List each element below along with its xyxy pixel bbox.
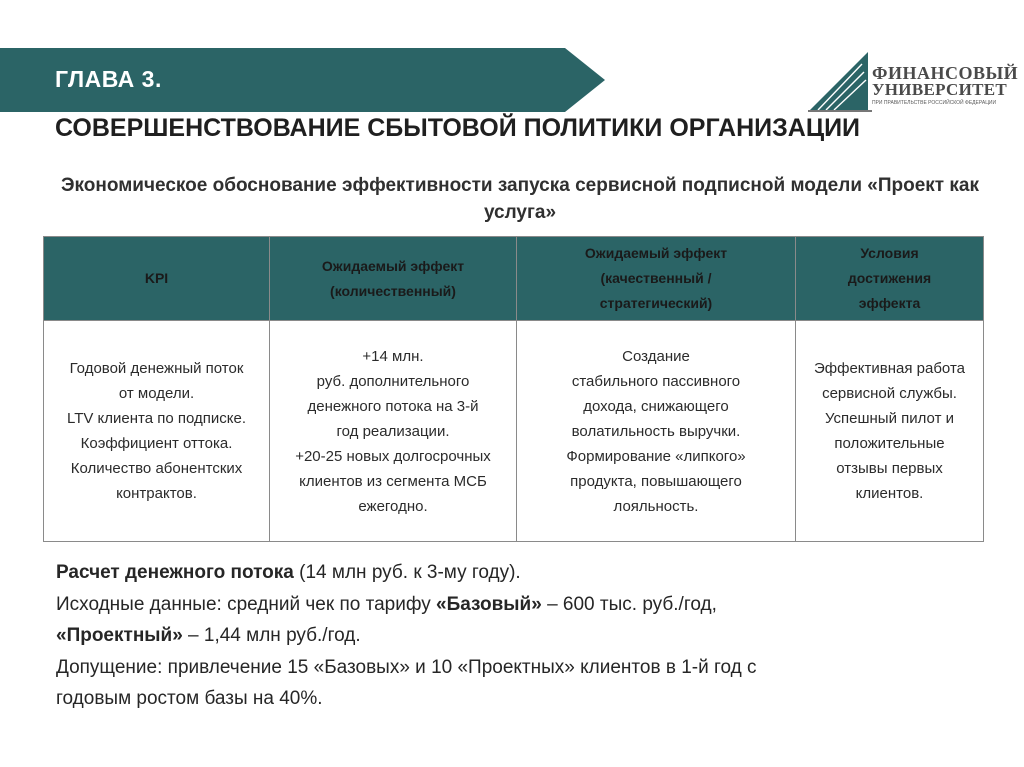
kpi-table — [43, 236, 984, 542]
logo-title-line2: УНИВЕРСИТЕТ — [872, 80, 1008, 99]
header-line: Ожидаемый эффект — [584, 245, 728, 261]
cell-line: Успешный пилот и — [825, 410, 954, 427]
cell-quantitative-effect — [270, 321, 517, 542]
calc-line-2 — [56, 589, 976, 621]
cell-line: волатильность выручки. — [571, 422, 741, 440]
calc-line-5: годовым ростом базы на 40%. — [56, 688, 323, 709]
cell-line: от модели. — [118, 385, 195, 402]
page-subtitle: Экономическое обоснование эффективности запуска сервисной подписной модели «Проект как услуга» — [61, 175, 979, 223]
header-conditions — [796, 237, 984, 321]
cell-line: положительные — [834, 435, 945, 452]
header-line: Условия — [860, 245, 919, 261]
calc-line-3 — [56, 620, 976, 652]
cell-line: лояльность. — [613, 497, 699, 515]
cell-conditions — [796, 321, 984, 542]
header-line: достижения — [847, 270, 932, 286]
cell-line: Коэффициент оттока. — [80, 435, 233, 452]
calc-text: Исходные данные: средний чек по тарифу — [56, 593, 437, 615]
header-qualitative-effect — [517, 237, 796, 321]
cell-line: +20-25 новых долгосрочных — [295, 447, 491, 465]
calc-text: – 600 тыс. руб./год, — [541, 593, 717, 615]
logo-emblem-icon — [808, 48, 872, 114]
logo-title-line1: ФИНАНСОВЫЙ — [872, 63, 1019, 83]
calc-text: – 1,44 млн руб./год. — [182, 625, 361, 646]
tariff-basic: «Базовый» — [436, 593, 542, 615]
header-line: (количественный) — [330, 282, 456, 299]
cell-line: год реализации. — [336, 422, 450, 440]
cell-line: Эффективная работа — [813, 360, 965, 377]
header-line: (качественный / — [600, 270, 712, 286]
cell-line: Годовой денежный поток — [69, 360, 244, 377]
tariff-project: «Проектный» — [56, 625, 183, 646]
cell-line: Формирование «липкого» — [566, 447, 746, 465]
cell-line: клиентов. — [855, 485, 924, 502]
cell-line: LTV клиента по подписке. — [66, 410, 247, 427]
cash-flow-calculation — [56, 557, 976, 715]
chapter-label: ГЛАВА 3. — [55, 66, 162, 92]
header-line: KPI — [144, 270, 169, 286]
table-row — [44, 321, 984, 542]
calc-line-1 — [56, 557, 976, 589]
cell-line: Количество абонентских — [70, 460, 243, 477]
calc-line-4: Допущение: привлечение 15 «Базовых» и 10 «Проектных» клиентов в 1-й год с — [56, 656, 757, 678]
header-kpi — [44, 237, 270, 321]
cell-line: Создание — [622, 347, 690, 365]
cell-line: ежегодно. — [358, 497, 428, 515]
cell-line: стабильного пассивного — [571, 372, 741, 390]
cell-line: контрактов. — [116, 485, 197, 502]
cell-line: клиентов из сегмента МСБ — [299, 472, 487, 490]
university-logo — [808, 48, 1019, 114]
cell-line: +14 млн. — [362, 347, 424, 365]
header-line: стратегический) — [599, 295, 713, 311]
header-line: эффекта — [858, 295, 921, 311]
cell-line: дохода, снижающего — [583, 397, 729, 415]
cell-line: денежного потока на 3-й — [307, 397, 479, 415]
cell-line: руб. дополнительного — [316, 372, 470, 390]
calc-heading: Расчет денежного потока — [56, 562, 294, 583]
cell-line: отзывы первых — [836, 460, 943, 477]
cell-kpi — [44, 321, 270, 542]
logo-tagline: ПРИ ПРАВИТЕЛЬСТВЕ РОССИЙСКОЙ ФЕДЕРАЦИИ — [872, 100, 997, 106]
cell-line: продукта, повышающего — [570, 472, 742, 490]
calc-text: (14 млн руб. к 3-му году). — [293, 562, 521, 583]
header-line: Ожидаемый эффект — [321, 257, 465, 274]
table-header-row — [44, 237, 984, 321]
cell-qualitative-effect — [517, 321, 796, 542]
header-quantitative-effect — [270, 237, 517, 321]
cell-line: сервисной службы. — [822, 385, 957, 402]
page-title: СОВЕРШЕНСТВОВАНИЕ СБЫТОВОЙ ПОЛИТИКИ ОРГАНИЗАЦИИ — [55, 114, 861, 142]
